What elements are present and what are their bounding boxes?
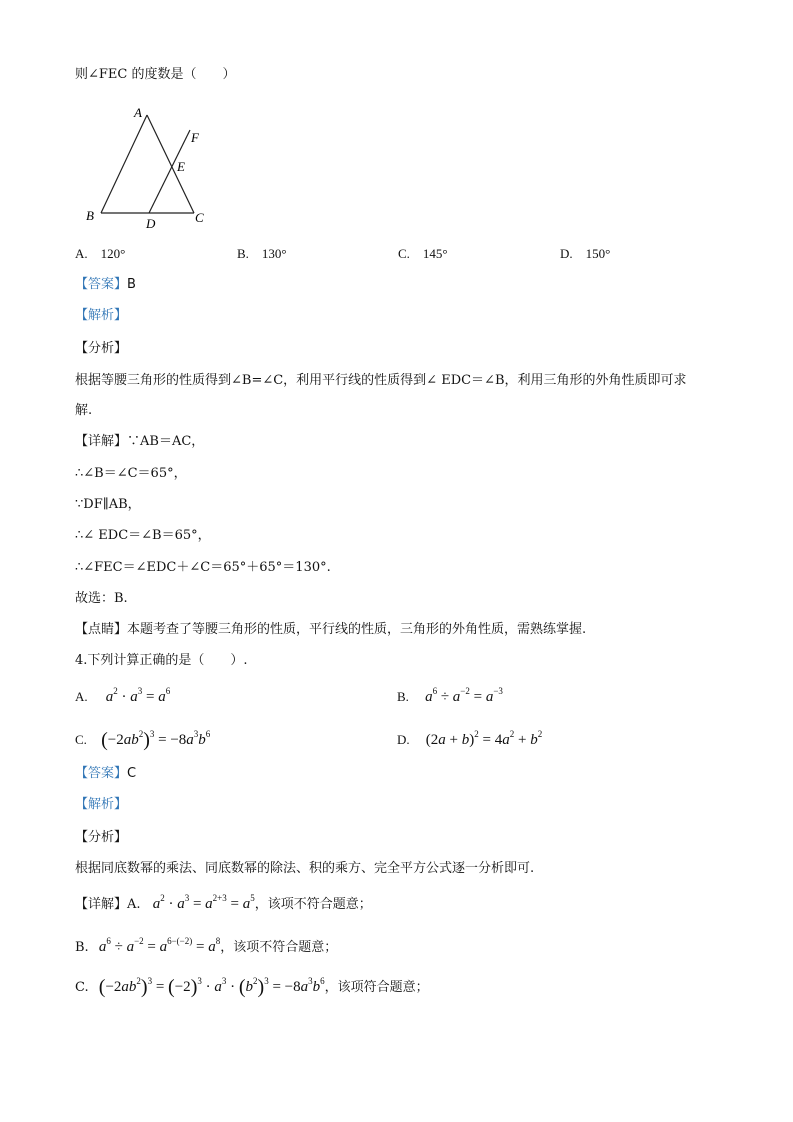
q4-option-b-expr: $a^6 \div a^{-2} = a^{-3}$ [425, 686, 503, 705]
q4-option-a-letter: A. [75, 689, 88, 704]
q4-answer-tag: 【答案】 [75, 766, 128, 781]
q4-answer-value: C [127, 766, 137, 781]
q4-option-b-letter: B. [397, 689, 409, 704]
q4-detail-c-expr: $(-2ab^2)^3 = (-2)^3 \cdot a^3 \cdot (b^2)^3 = -8a^3b^6$ [98, 976, 325, 998]
q4-detail-c-suffix: ，该项符合题意； [324, 980, 429, 995]
answer-value: B [127, 277, 136, 292]
analysis-line-2: 解. [75, 403, 93, 418]
q4-stem: 4.下列计算正确的是（ ）. [75, 653, 248, 668]
q4-option-a [75, 688, 170, 707]
detail-line-3: ∵DF∥AB， [75, 497, 141, 512]
q4-answer-line [75, 765, 136, 783]
q4-analysis: 根据同底数幂的乘法、同底数幂的除法、积的乘方、完全平方公式逐一分析即可. [75, 861, 535, 876]
fenxi-tag: 【分析】 [75, 341, 128, 356]
q4-option-a-expr: $a^2 \cdot a^3 = a^6$ [105, 686, 171, 705]
q4-option-d-letter: D. [397, 732, 410, 747]
question-stem: 则∠FEC 的度数是（ ） [75, 67, 236, 82]
segment-ac [147, 115, 194, 213]
triangle-figure [80, 100, 220, 235]
q4-detail-b-expr: $a^6 \div a^{-2} = a^{6-(-2)} = a^8$ [98, 936, 221, 955]
choose-line: 故选：B. [75, 591, 128, 606]
q4-detail-a-suffix: ，该项不符合题意； [254, 897, 372, 912]
q4-detail-b [75, 938, 337, 957]
option-d: D. 150° [560, 246, 611, 261]
detail-line-4: ∴∠ EDC＝∠B＝65°， [75, 528, 211, 543]
label-d: D [146, 216, 156, 231]
q4-detail-a-prefix: A. [127, 897, 141, 912]
analysis-line-1: 根据等腰三角形的性质得到∠B=∠C，利用平行线的性质得到∠ EDC＝∠B，利用三角形的外角性质即可求 [75, 373, 687, 388]
jiexi-tag: 【解析】 [75, 308, 128, 323]
label-b: B [86, 208, 94, 223]
q4-detail-c-prefix: C. [75, 980, 89, 995]
dianjing-line [75, 621, 586, 639]
label-a: A [134, 105, 142, 120]
label-e: E [177, 159, 185, 174]
label-c: C [195, 210, 204, 225]
label-f: F [191, 130, 199, 145]
answer-tag: 【答案】 [75, 277, 128, 292]
q4-option-d [397, 731, 542, 750]
q4-option-b [397, 688, 503, 707]
detail-line-5: ∴∠FEC＝∠EDC＋∠C＝65°＋65°＝130°. [75, 560, 331, 575]
detail-line-1 [75, 433, 204, 451]
q4-detail-a [75, 895, 372, 914]
detail-tag: 【详解】 [75, 434, 128, 449]
detail-text: ∵AB＝AC， [127, 434, 205, 449]
q4-detail-a-expr: $a^2 \cdot a^3 = a^{2+3} = a^5$ [152, 893, 255, 912]
dianjing-text: 本题考查了等腰三角形的性质，平行线的性质，三角形的外角性质，需熟练掌握. [127, 622, 587, 637]
segment-ab [101, 115, 147, 213]
q4-option-c-letter: C. [75, 732, 87, 747]
option-c: C. 145° [398, 246, 448, 261]
q4-detail-c [75, 978, 429, 997]
q4-option-c-expr: $(-2ab^2)^3 = -8a^3b^6$ [101, 729, 211, 751]
option-b: B. 130° [237, 246, 287, 261]
q4-detail-tag: 【详解】 [75, 897, 128, 912]
q4-detail-b-suffix: ，该项不符合题意； [220, 940, 338, 955]
option-a: A. 120° [75, 246, 126, 261]
q4-option-d-expr: $(2a + b)^2 = 4a^2 + b^2$ [425, 729, 543, 748]
q4-option-c [75, 731, 210, 750]
q4-jiexi-tag: 【解析】 [75, 797, 128, 812]
dianjing-tag: 【点睛】 [75, 622, 128, 637]
q4-fenxi-tag: 【分析】 [75, 830, 128, 845]
answer-line [75, 276, 136, 294]
q4-detail-b-prefix: B. [75, 940, 89, 955]
detail-line-2: ∴∠B＝∠C＝65°， [75, 466, 187, 481]
